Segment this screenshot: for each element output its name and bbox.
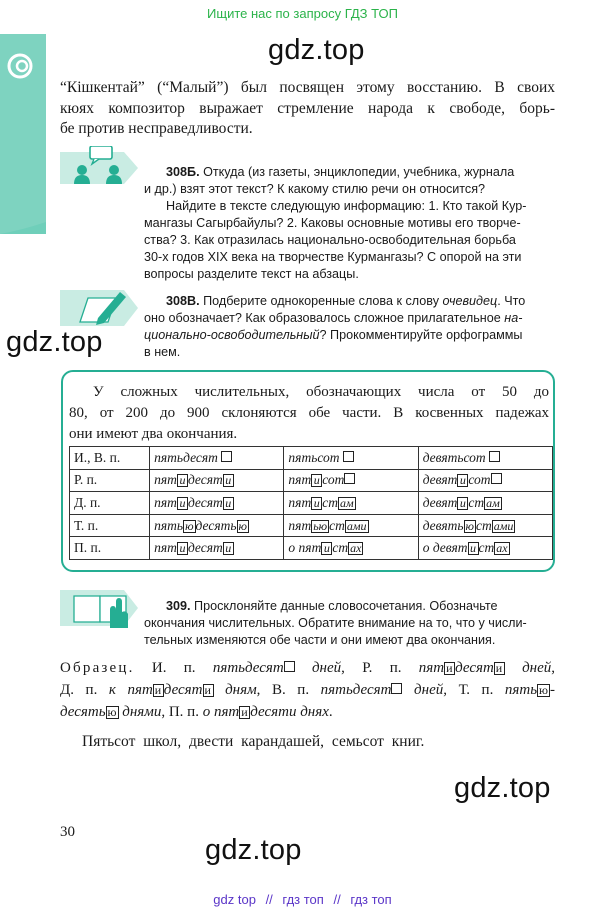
top-banner[interactable]: Ищите нас по запросу ГДЗ ТОП [207, 6, 398, 21]
declension-table [69, 446, 553, 560]
numeral: пятьдесят [212, 660, 284, 676]
ending-box: и [239, 706, 250, 719]
page-number: 30 [60, 824, 75, 840]
text-line: Откуда (из газеты, энциклопедии, учебника, журнала [203, 165, 515, 179]
ending-box: ами [346, 518, 367, 533]
word-part: девят [422, 494, 458, 510]
form-cell [150, 492, 284, 515]
watermark: gdz.top [205, 834, 302, 866]
task-number: 309. [166, 599, 191, 613]
numeral: десят [455, 660, 494, 676]
text-line: Подберите однокоренные слова к слову [203, 294, 443, 308]
case-cell: Р. п. [70, 469, 150, 492]
word-part: девять [422, 517, 464, 533]
ending-box: и [494, 662, 505, 675]
sample-line-3 [60, 701, 555, 723]
form-cell [284, 492, 418, 515]
intro-paragraph [60, 78, 555, 140]
text: , [551, 660, 556, 676]
ending-box [491, 473, 502, 484]
form-cell [418, 514, 552, 537]
ending-box: и [311, 474, 322, 487]
discussion-icon [60, 146, 156, 186]
ending-box: и [223, 474, 234, 487]
case-cell: Д. п. [70, 492, 150, 515]
text: дней [402, 682, 444, 698]
task-308b-body [144, 181, 558, 283]
word-part: девятьсот [422, 449, 486, 465]
text-line: в нем. [144, 345, 181, 359]
ending-box: ью [313, 518, 328, 533]
text-line: . Что [497, 294, 526, 308]
ending-box: ю [107, 705, 117, 719]
word-part: пят [154, 472, 177, 488]
text-line: вопросы разделите текст на абзацы. [144, 267, 359, 281]
word-part: десять [195, 517, 237, 533]
text-line: ? Прокомментируйте орфограммы [319, 328, 523, 342]
text-line: 80, от 200 до 900 склоняются обе части. В косвенных падежах [69, 405, 549, 421]
sample-line-1 [60, 657, 555, 679]
sample-label: Образец. [60, 660, 135, 676]
separator: // [265, 892, 273, 907]
case-cell: И., В. п. [70, 447, 150, 470]
word-part: сот [468, 472, 491, 488]
form-cell [284, 469, 418, 492]
form-cell [418, 447, 552, 470]
text-line: мангазы Сагырбайулы? 2. Каковы основные мотивы его творче- [144, 216, 521, 230]
numeral: десят [163, 682, 203, 698]
ending-box: и [153, 684, 164, 697]
word-part: пят [288, 517, 312, 533]
task-number: 308Б. [166, 165, 200, 179]
watermark: gdz.top [6, 326, 103, 358]
numeral: пят [418, 660, 445, 676]
form-cell [150, 514, 284, 537]
text: И. п. [151, 660, 213, 676]
emphasized-word: очевидец [442, 294, 498, 308]
ending-box [344, 473, 355, 484]
text-line: оно обозначает? Как образовалось сложное прилагательное [144, 311, 505, 325]
word-part: пятьдесят [154, 449, 218, 465]
word-part: пят [288, 472, 312, 488]
word-part: о пят [288, 540, 322, 556]
ending-box: и [457, 474, 468, 487]
form-cell [284, 537, 418, 560]
form-cell [150, 469, 284, 492]
text: дней [504, 660, 552, 676]
word-part: о девят [422, 540, 468, 556]
text-line: они имеют два окончания. [69, 426, 238, 442]
task-309 [144, 598, 558, 649]
form-cell [418, 537, 552, 560]
form-cell [418, 469, 552, 492]
ending-box: ю [238, 518, 247, 533]
word-part: ст [468, 494, 485, 510]
ending-box: ами [493, 518, 514, 533]
table-row [70, 469, 553, 492]
ending-box: и [311, 497, 322, 510]
numeral: десять [60, 704, 106, 720]
ending-box [343, 451, 354, 462]
ending-box [284, 661, 295, 672]
footer-link[interactable]: гдз топ [350, 892, 392, 907]
form-cell [150, 537, 284, 560]
numeral: к пят [108, 682, 153, 698]
word-part: пятьсот [288, 449, 340, 465]
word-part: десят [187, 540, 223, 556]
ending-box: ах [496, 541, 508, 556]
ending-box: и [177, 474, 188, 487]
word-part: десят [187, 494, 223, 510]
numeral: пять [504, 682, 538, 698]
footer-links [0, 892, 605, 907]
text: днями [118, 704, 162, 720]
ending-box: и [203, 684, 214, 697]
text-line: ства? 3. Как отразилась национально-освободительная борьба [144, 233, 516, 247]
footer-link[interactable]: гдз топ [282, 892, 324, 907]
word-part: пять [154, 517, 184, 533]
case-cell: П. п. [70, 537, 150, 560]
watermark: gdz.top [454, 772, 551, 804]
text: - [550, 682, 556, 698]
rule-box [61, 370, 555, 572]
table-row [70, 447, 553, 470]
text: , П. п. [161, 704, 203, 720]
ending-box: ам [486, 495, 500, 510]
text-line: У сложных числительных, обозначающих числа от 50 до [93, 384, 549, 400]
table-row [70, 514, 553, 537]
word-part: ст [478, 540, 495, 556]
ending-box: и [223, 542, 234, 555]
task-308v [144, 293, 558, 361]
ending-box: ю [185, 518, 194, 533]
rule-text [69, 382, 549, 445]
text-line: Найдите в тексте следующую информацию: 1. Кто такой Кур- [166, 199, 527, 213]
ending-box: и [177, 497, 188, 510]
text: , В. п. [256, 682, 321, 698]
text: Д. п. [60, 682, 109, 698]
ending-box: ам [339, 495, 354, 510]
emphasized-word: ционально-освободительный [144, 328, 320, 342]
word-part: пят [154, 494, 177, 510]
side-decoration [0, 34, 46, 234]
form-cell [150, 447, 284, 470]
word-part: ст [322, 494, 338, 510]
form-cell [284, 514, 418, 537]
word-part: пят [154, 540, 177, 556]
text-line: тельных изменяются обе части и они имеют два окончания. [144, 633, 496, 647]
ending-box: и [457, 497, 468, 510]
text-line: окончания числительных. Обратите внимание на то, что у числи- [144, 616, 527, 630]
text: . [328, 704, 333, 720]
text: , Т. п. [443, 682, 505, 698]
numeral: пятьдесят [320, 682, 392, 698]
word-part: ст [329, 517, 345, 533]
text-line: “Кішкентай” (“Малый”) был посвящен этому восстанию. В своих [60, 79, 555, 96]
word-part: сот [322, 472, 345, 488]
text-line: и др.) взят этот текст? К какому стилю речи он относится? [144, 182, 486, 196]
ending-box: и [223, 497, 234, 510]
text-line: 30-х годов XIX века на творчестве Курмангазы? С опорой на эти [144, 250, 522, 264]
pointing-hand-icon [60, 588, 156, 628]
ending-box [489, 451, 500, 462]
table-row [70, 492, 553, 515]
ending-box: ю [465, 518, 474, 533]
ending-box: ю [539, 683, 549, 697]
ending-box: и [468, 542, 479, 555]
watermark: gdz.top [268, 34, 365, 66]
text: , Р. п. [341, 660, 419, 676]
word-part: ст [332, 540, 349, 556]
text: дням [213, 682, 257, 698]
text: дней [294, 660, 342, 676]
text-line: бе против несправедливости. [60, 120, 253, 137]
emphasized-word: на- [504, 311, 523, 325]
ending-box: и [321, 542, 332, 555]
sample-line-2 [60, 679, 555, 701]
text-line: кюях композитор выражает стремление народа к свободе, борь- [60, 99, 555, 117]
ending-box: ах [350, 541, 362, 556]
word-part: девят [422, 472, 458, 488]
task-number: 308В. [166, 294, 200, 308]
ending-box: и [177, 542, 188, 555]
separator: // [333, 892, 341, 907]
numeral: десяти днях [250, 704, 329, 720]
footer-link[interactable]: gdz top [213, 892, 256, 907]
word-part: десят [187, 472, 223, 488]
word-part: ст [476, 517, 492, 533]
writing-icon [60, 288, 156, 328]
word-part: пят [288, 494, 312, 510]
ending-box [221, 451, 232, 462]
sample-block [60, 657, 555, 723]
form-cell [418, 492, 552, 515]
exercise-phrases: Пятьсот школ, двести карандашей, семьсот книг. [82, 733, 425, 750]
form-cell [284, 447, 418, 470]
text-line: Просклоняйте данные словосочетания. Обозначьте [194, 599, 498, 613]
ending-box: и [444, 662, 455, 675]
ending-box [391, 683, 402, 694]
case-cell: Т. п. [70, 514, 150, 537]
task-308b [166, 164, 558, 181]
numeral: о пят [202, 704, 240, 720]
table-row [70, 537, 553, 560]
